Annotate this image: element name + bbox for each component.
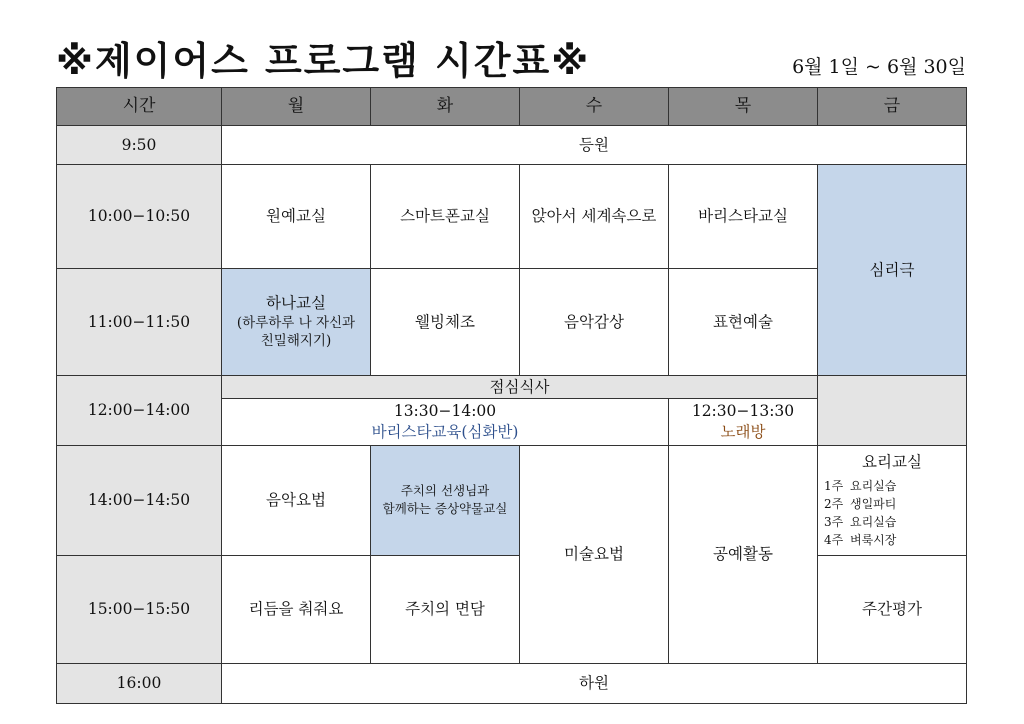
cooking-week-item: 3주 요리실습 xyxy=(824,514,897,529)
mon-1000: 원예교실 xyxy=(222,165,371,269)
thu-1100: 표현예술 xyxy=(669,269,818,376)
time-cell: 11:00−11:50 xyxy=(57,269,222,376)
row-0950 xyxy=(57,126,967,165)
header-wed: 수 xyxy=(520,88,669,126)
lunch-cell: 점심식사 xyxy=(222,376,818,399)
header-fri: 금 xyxy=(818,88,967,126)
arrival-cell: 등원 xyxy=(222,126,967,165)
wed-1000: 앉아서 세계속으로 xyxy=(520,165,669,269)
cooking-week-item: 1주 요리실습 xyxy=(824,478,897,493)
tue-1400-line1: 주치의 선생님과 xyxy=(400,483,490,498)
tue-1100: 웰빙체조 xyxy=(371,269,520,376)
fri-psychodrama: 심리극 xyxy=(818,165,967,376)
tue-1400 xyxy=(371,446,520,556)
mon-1100-sub1: (하루하루 나 자신과 xyxy=(236,315,356,332)
row-1500 xyxy=(57,556,967,664)
row-1600 xyxy=(57,664,967,704)
time-cell: 9:50 xyxy=(57,126,222,165)
row-1200-a xyxy=(57,376,967,399)
tue-1000: 스마트폰교실 xyxy=(371,165,520,269)
time-cell: 15:00−15:50 xyxy=(57,556,222,664)
cooking-week-item: 4주 벼룩시장 xyxy=(824,532,897,547)
header-mon: 월 xyxy=(222,88,371,126)
row-1000 xyxy=(57,165,967,269)
wed-1100: 음악감상 xyxy=(520,269,669,376)
time-cell: 10:00−10:50 xyxy=(57,165,222,269)
header-thu: 목 xyxy=(669,88,818,126)
karaoke-time: 12:30−13:30 xyxy=(691,402,795,421)
wed-art-therapy: 미술요법 xyxy=(520,446,669,664)
header-time: 시간 xyxy=(57,88,222,126)
time-cell: 14:00−14:50 xyxy=(57,446,222,556)
cooking-week-item: 2주 생일파티 xyxy=(824,496,897,511)
tue-1400-line2: 함께하는 증상약물교실 xyxy=(382,501,508,517)
mon-1500: 리듬을 춰줘요 xyxy=(222,556,371,664)
departure-cell: 하원 xyxy=(222,664,967,704)
mon-1100 xyxy=(222,269,371,376)
fri-cooking xyxy=(818,446,967,556)
cooking-title: 요리교실 xyxy=(862,453,922,472)
header-row xyxy=(57,88,967,126)
tue-1500: 주치의 면담 xyxy=(371,556,520,664)
thu-1000: 바리스타교실 xyxy=(669,165,818,269)
timetable xyxy=(56,87,967,704)
time-cell: 12:00−14:00 xyxy=(57,376,222,446)
barista-label: 바리스타교육(심화반) xyxy=(371,423,519,441)
mon-1400: 음악요법 xyxy=(222,446,371,556)
schedule-period: 6월 1일 ~ 6월 30일 xyxy=(792,56,966,78)
mon-1100-sub2: 친밀해지기) xyxy=(260,333,332,350)
barista-advanced-cell xyxy=(222,399,669,446)
fri-1200 xyxy=(818,376,967,446)
karaoke-cell xyxy=(669,399,818,446)
karaoke-label: 노래방 xyxy=(720,423,766,441)
header-tue: 화 xyxy=(371,88,520,126)
page-title: ※제이어스 프로그램 시간표※ xyxy=(56,39,591,83)
fri-1500: 주간평가 xyxy=(818,556,967,664)
mon-1100-title: 하나교실 xyxy=(266,294,326,313)
thu-craft: 공예활동 xyxy=(669,446,818,664)
cooking-week-list xyxy=(818,477,966,549)
row-1400 xyxy=(57,446,967,556)
time-cell: 16:00 xyxy=(57,664,222,704)
barista-time: 13:30−14:00 xyxy=(393,402,497,421)
